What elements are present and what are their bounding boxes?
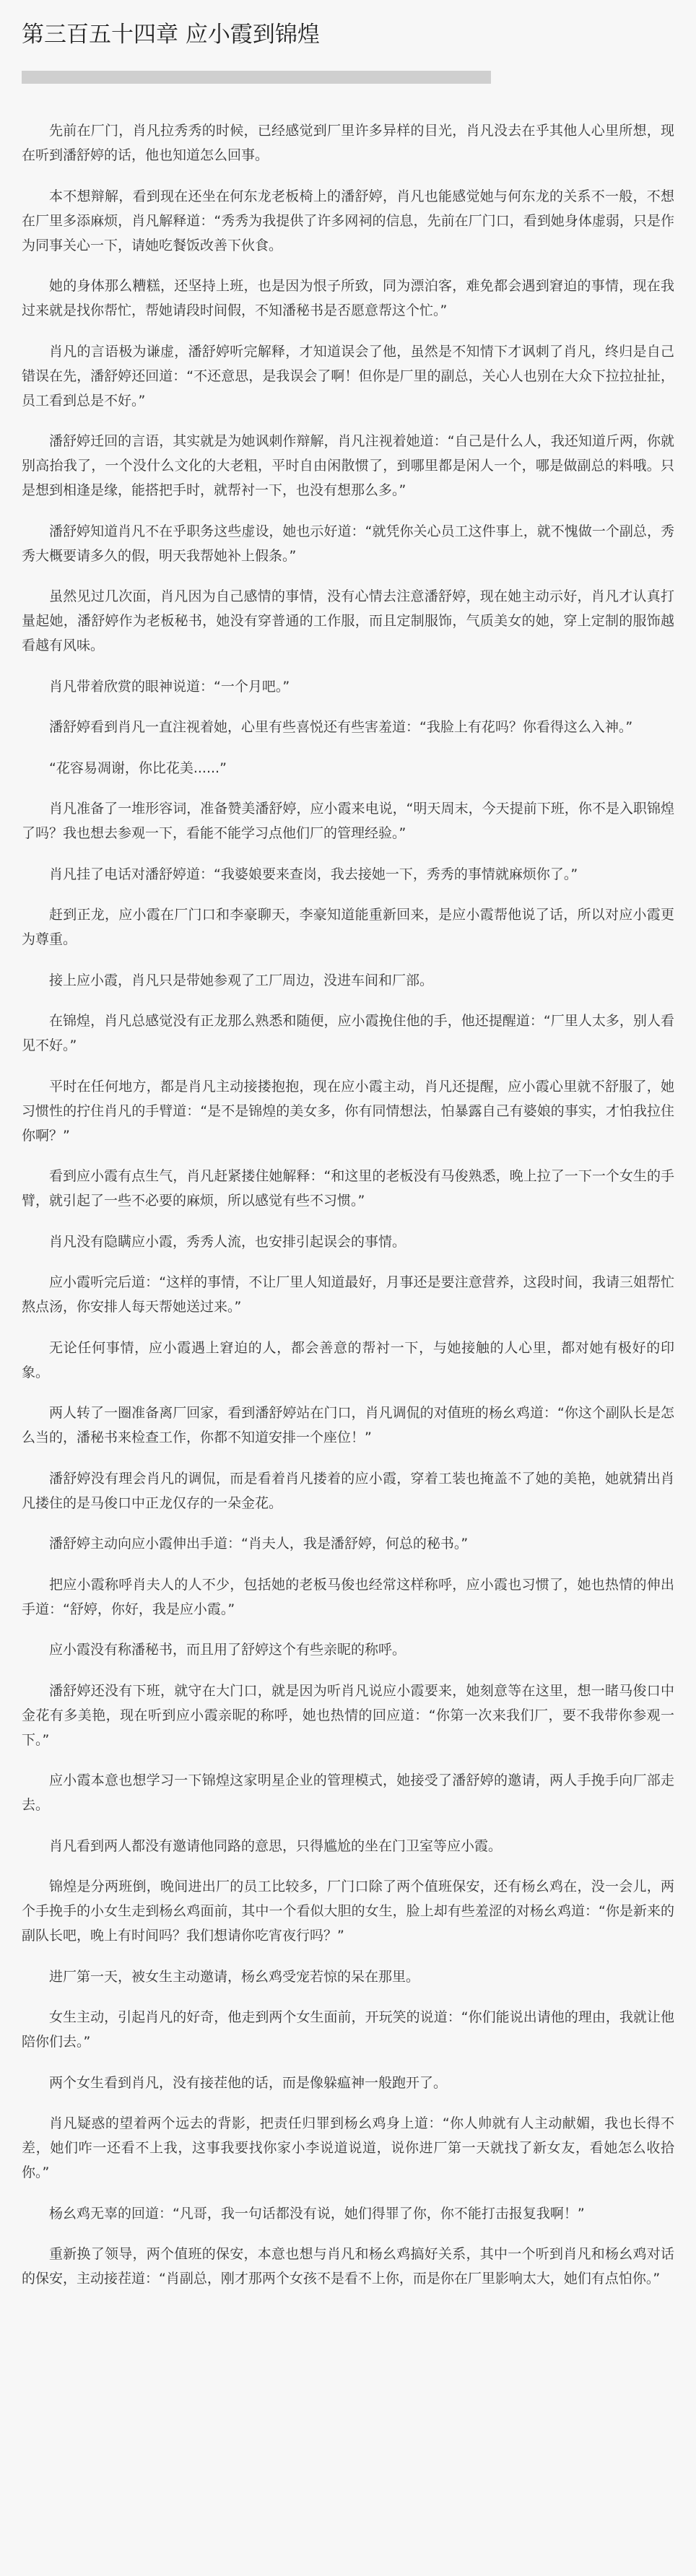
paragraph: 锦煌是分两班倒，晚间进出厂的员工比较多，厂门口除了两个值班保安，还有杨幺鸡在，没一会儿，两个手挽手的小女生走到杨幺鸡面前，其中一个看似大胆的女生，脸上却有些羞涩的对杨幺鸡道：“你是新来的副队长吧，晚上有时间吗？我们想请你吃宵夜行吗？”: [22, 1879, 674, 1944]
paragraph: 肖凡的言语极为谦虚，潘舒婷听完解释，才知道误会了他，虽然是不知情下才讽刺了肖凡，终归是自己错误在先，潘舒婷还回道：“不还意思，是我误会了啊！但你是厂里的副总，关心人也别在大众下拉拉扯扯，员工看到总是不好。”: [22, 343, 674, 409]
paragraph: 肖凡准备了一堆形容词，准备赞美潘舒婷，应小霞来电说，“明天周末，今天提前下班，你不是入职锦煌了吗？我也想去参观一下，看能不能学习点他们厂的管理经验。”: [22, 801, 674, 841]
paragraph: 重新换了领导，两个值班的保安，本意也想与肖凡和杨幺鸡搞好关系，其中一个听到肖凡和杨幺鸡对话的保安，主动接茬道：“肖副总，刚才那两个女孩不是看不上你，而是你在厂里影响太大，她们有点怕你。”: [22, 2246, 674, 2286]
paragraph: 两人转了一圈准备离厂回家，看到潘舒婷站在门口，肖凡调侃的对值班的杨幺鸡道：“你这个副队长是怎么当的，潘秘书来检查工作，你都不知道安排一个座位！”: [22, 1405, 674, 1445]
paragraph: 潘舒婷还没有下班，就守在大门口，就是因为听肖凡说应小霞要来，她刻意等在这里，想一睹马俊口中金花有多美艳，现在听到应小霞亲昵的称呼，她也热情的回应道：“你第一次来我们厂，要不我带你参观一下。”: [22, 1682, 674, 1748]
paragraph: 肖凡疑惑的望着两个远去的背影，把责任归罪到杨幺鸡身上道：“你人帅就有人主动献媚，我也长得不差，她们咋一还看不上我，这事我要找你家小李说道说道，说你进厂第一天就找了新女友，看她怎么收拾你。”: [22, 2115, 674, 2180]
paragraph: 杨幺鸡无辜的回道：“凡哥，我一句话都没有说，她们得罪了你，你不能打击报复我啊！”: [49, 2205, 585, 2222]
paragraph: 潘舒婷知道肖凡不在乎职务这些虚设，她也示好道：“就凭你关心员工这件事上，就不愧做一个副总，秀秀大概要请多久的假，明天我帮她补上假条。”: [22, 523, 674, 564]
paragraph: 进厂第一天，被女生主动邀请，杨幺鸡受宠若惊的呆在那里。: [49, 1968, 420, 1985]
paragraph: 赶到正龙，应小霞在厂门口和李豪聊天，李豪知道能重新回来，是应小霞帮他说了话，所以对应小霞更为尊重。: [22, 907, 674, 947]
paragraph: 潘舒婷没有理会肖凡的调侃，而是看着肖凡搂着的应小霞，穿着工装也掩盖不了她的美艳，她就猜出肖凡搂住的是马俊口中正龙仅存的一朵金花。: [22, 1470, 674, 1511]
paragraph: 应小霞本意也想学习一下锦煌这家明星企业的管理模式，她接受了潘舒婷的邀请，两人手挽手向厂部走去。: [22, 1772, 674, 1813]
chapter-content: [22, 118, 674, 2291]
paragraph: 肖凡带着欣赏的眼神说道：“一个月吧。”: [49, 678, 290, 695]
paragraph: 把应小霞称呼肖夫人的人不少，包括她的老板马俊也经常这样称呼，应小霞也习惯了，她也热情的伸出手道：“舒婷，你好，我是应小霞。”: [22, 1576, 674, 1617]
paragraph: “花容易凋谢，你比花美......”: [49, 760, 227, 776]
chapter-title: 第三百五十四章 应小霞到锦煌: [22, 22, 320, 48]
paragraph: 应小霞听完后道：“这样的事情，不让厂里人知道最好，月事还是要注意营养，这段时间，我请三姐帮忙熬点汤，你安排人每天帮她送过来。”: [22, 1274, 674, 1315]
title-underline-bar: [22, 71, 491, 84]
paragraph: 平时在任何地方，都是肖凡主动接搂抱抱，现在应小霞主动，肖凡还提醒，应小霞心里就不舒服了，她习惯性的拧住肖凡的手臂道：“是不是锦煌的美女多，你有同情想法，怕暴露自己有婆娘的事实，才怕我拉住你啊？”: [22, 1078, 674, 1144]
paragraph: 本不想辩解，看到现在还坐在何东龙老板椅上的潘舒婷，肖凡也能感觉她与何东龙的关系不一般，不想在厂里多添麻烦，肖凡解释道：“秀秀为我提供了许多网祠的信息，先前在厂门口，看到她身体虚弱，只是作为同事关心一下，请她吃餐饭改善下伙食。: [22, 188, 674, 253]
paragraph: 应小霞没有称潘秘书，而且用了舒婷这个有些亲昵的称呼。: [49, 1642, 406, 1658]
paragraph: 接上应小霞，肖凡只是带她参观了工厂周边，没进车间和厂部。: [49, 972, 434, 988]
paragraph: 潘舒婷迁回的言语，其实就是为她讽刺作辩解，肖凡注视着她道：“自己是什么人，我还知道斤两，你就别高抬我了，一个没什么文化的大老粗，平时自由闲散惯了，到哪里都是闲人一个，哪是做副总的料哦。只是想到相逢是缘，能搭把手时，就帮衬一下，也没有想那么多。”: [22, 433, 674, 498]
paragraph: 她的身体那么糟糕，还坚持上班，也是因为恨子所致，同为漂泊客，难免都会遇到窘迫的事情，现在我过来就是找你帮忙，帮她请段时间假，不知潘秘书是否愿意帮这个忙。”: [22, 278, 674, 318]
paragraph: 在锦煌，肖凡总感觉没有正龙那么熟悉和随便，应小霞挽住他的手，他还提醒道：“厂里人太多，别人看见不好。”: [22, 1013, 674, 1053]
paragraph: 潘舒婷看到肖凡一直注视着她，心里有些喜悦还有些害羞道：“我脸上有花吗？你看得这么入神。”: [49, 719, 633, 735]
paragraph: 女生主动，引起肖凡的好奇，他走到两个女生面前，开玩笑的说道：“你们能说出请他的理由，我就让他陪你们去。”: [22, 2009, 674, 2050]
paragraph: 两个女生看到肖凡，没有接茬他的话，而是像躲瘟神一般跑开了。: [49, 2074, 448, 2091]
paragraph: 无论任何事情，应小霞遇上窘迫的人，都会善意的帮衬一下，与她接触的人心里，都对她有极好的印象。: [22, 1339, 674, 1380]
paragraph: 肖凡挂了电话对潘舒婷道：“我婆娘要来查岗，我去接她一下，秀秀的事情就麻烦你了。”: [49, 866, 578, 882]
paragraph: 肖凡没有隐瞒应小霞，秀秀人流，也安排引起误会的事情。: [49, 1233, 406, 1250]
paragraph: 先前在厂门，肖凡拉秀秀的时候，已经感觉到厂里许多异样的目光，肖凡没去在乎其他人心里所想，现在听到潘舒婷的话，他也知道怎么回事。: [22, 123, 674, 163]
paragraph: 虽然见过几次面，肖凡因为自己感情的事情，没有心情去注意潘舒婷，现在她主动示好，肖凡才认真打量起她，潘舒婷作为老板秘书，她没有穿普通的工作服，而且定制服饰，气质美女的她，穿上定制的服饰越看越有风味。: [22, 588, 674, 653]
paragraph: 肖凡看到两人都没有邀请他同路的意思，只得尴尬的坐在门卫室等应小霞。: [49, 1837, 503, 1854]
paragraph: 看到应小霞有点生气，肖凡赶紧搂住她解释：“和这里的老板没有马俊熟悉，晚上拉了一下一个女生的手臂，就引起了一些不必要的麻烦，所以感觉有些不习惯。”: [22, 1168, 674, 1209]
paragraph: 潘舒婷主动向应小霞伸出手道：“肖夫人，我是潘舒婷，何总的秘书。”: [49, 1536, 469, 1552]
